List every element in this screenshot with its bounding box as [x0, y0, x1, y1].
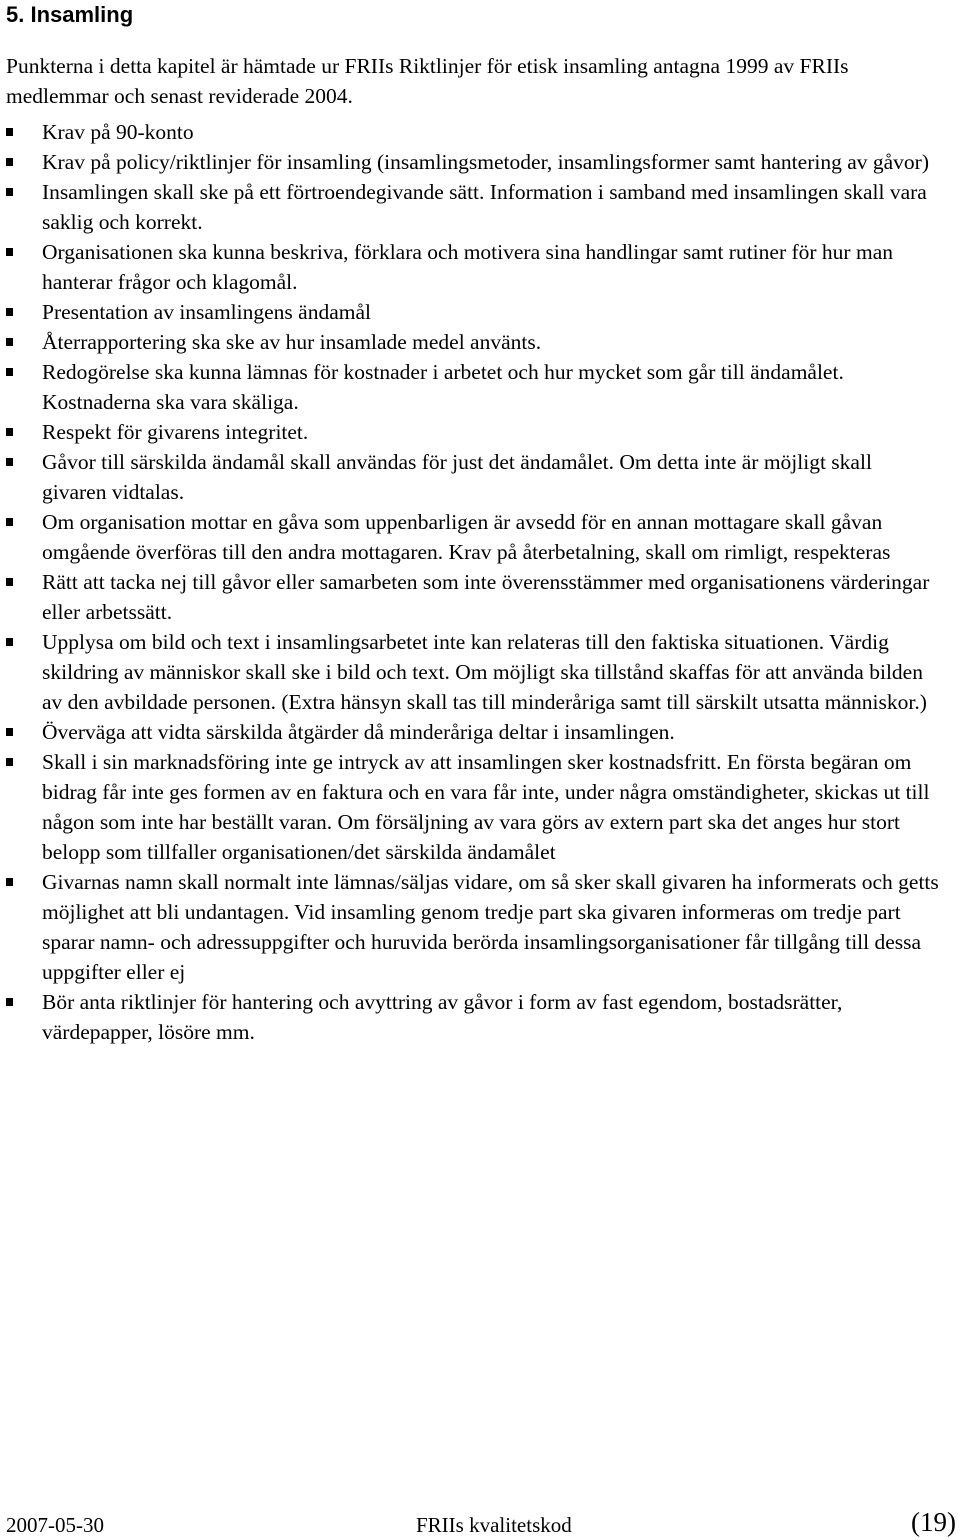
intro-paragraph: Punkterna i detta kapitel är hämtade ur FRIIs Riktlinjer för etisk insamling antagna 1999 av FRIIs medlemmar och senast reviderade 2004. [6, 54, 849, 108]
list-item [0, 567, 940, 627]
list-item [0, 357, 940, 417]
page-number: (19) [911, 1507, 956, 1537]
square-bullet-icon [6, 338, 13, 346]
list-item-text: Rätt att tacka nej till gåvor eller samarbeten som inte överensstämmer med organisationens värderingar eller arbetssätt. [42, 570, 930, 624]
square-bullet-icon [6, 638, 13, 646]
square-bullet-icon [6, 158, 13, 166]
list-item [0, 627, 940, 717]
list-item [0, 117, 940, 147]
list-item-text: Respekt för givarens integritet. [42, 420, 309, 444]
list-item [0, 867, 940, 987]
list-item-text: Om organisation mottar en gåva som uppenbarligen är avsedd för en annan mottagare skall gåvan omgående överföras till den andra mottagaren. Krav på återbetalning, skall om rimligt, respekteras [42, 510, 891, 564]
square-bullet-icon [6, 998, 13, 1006]
list-item-text: Återrapportering ska ske av hur insamlade medel använts. [42, 330, 542, 354]
square-bullet-icon [6, 728, 13, 736]
list-item [0, 327, 940, 357]
square-bullet-icon [6, 128, 13, 136]
list-item-text: Redogörelse ska kunna lämnas för kostnader i arbetet och hur mycket som går till ändamålet. Kostnaderna ska vara skäliga. [42, 360, 844, 414]
list-item [0, 177, 940, 237]
list-item-text: Bör anta riktlinjer för hantering och avyttring av gåvor i form av fast egendom, bostadsrätter, värdepapper, lösöre mm. [42, 990, 843, 1044]
bullet-list [0, 117, 940, 1047]
list-item-text: Gåvor till särskilda ändamål skall användas för just det ändamålet. Om detta inte är möjligt skall givaren vidtalas. [42, 450, 872, 504]
list-item [0, 507, 940, 567]
list-item-text: Givarnas namn skall normalt inte lämnas/säljas vidare, om så sker skall givaren ha informerats och getts möjlighet att bli undantagen. Vid insamling genom tredje part ska givaren informeras om tredje part sparar namn- och adressuppgifter och huruvida berörda insamlingsorganisationer får tillgång till dessa uppgifter eller ej [42, 870, 939, 984]
list-item-text: Överväga att vidta särskilda åtgärder då minderåriga deltar i insamlingen. [42, 720, 675, 744]
square-bullet-icon [6, 428, 13, 436]
section-heading: 5. Insamling [6, 2, 134, 27]
footer-date: 2007-05-30 [6, 1513, 104, 1537]
list-item [0, 447, 940, 507]
square-bullet-icon [6, 458, 13, 466]
list-item [0, 297, 940, 327]
list-item [0, 747, 940, 867]
list-item-text: Krav på 90-konto [42, 120, 194, 144]
list-item-text: Skall i sin marknadsföring inte ge intryck av att insamlingen sker kostnadsfritt. En första begäran om bidrag får inte ges formen av en faktura och en vara får inte, under några omständigheter, skickas ut till någon som inte har beställt varan. Om försäljning av vara görs av extern part ska det anges hur stort belopp som tillfaller organisationen/det särskilda ändamålet [42, 750, 930, 864]
list-item-text: Upplysa om bild och text i insamlingsarbetet inte kan relateras till den faktiska situationen. Värdig skildring av människor skall ske i bild och text. Om möjligt ska tillstånd skaffas för att använda bilden av den avbildade personen. (Extra hänsyn skall tas till minderåriga samt till särskilt utsatta människor.) [42, 630, 927, 714]
square-bullet-icon [6, 308, 13, 316]
square-bullet-icon [6, 188, 13, 196]
square-bullet-icon [6, 368, 13, 376]
list-item [0, 147, 940, 177]
list-item-text: Insamlingen skall ske på ett förtroendegivande sätt. Information i samband med insamlingen skall vara saklig och korrekt. [42, 180, 927, 234]
square-bullet-icon [6, 578, 13, 586]
footer-title: FRIIs kvalitetskod [416, 1513, 572, 1537]
list-item [0, 987, 940, 1047]
list-item-text: Krav på policy/riktlinjer för insamling (insamlingsmetoder, insamlingsformer samt hantering av gåvor) [42, 150, 929, 174]
list-item-text: Presentation av insamlingens ändamål [42, 300, 371, 324]
square-bullet-icon [6, 878, 13, 886]
list-item [0, 417, 940, 447]
list-item-text: Organisationen ska kunna beskriva, förklara och motivera sina handlingar samt rutiner för hur man hanterar frågor och klagomål. [42, 240, 893, 294]
square-bullet-icon [6, 248, 13, 256]
square-bullet-icon [6, 758, 13, 766]
square-bullet-icon [6, 518, 13, 526]
list-item [0, 237, 940, 297]
list-item [0, 717, 940, 747]
